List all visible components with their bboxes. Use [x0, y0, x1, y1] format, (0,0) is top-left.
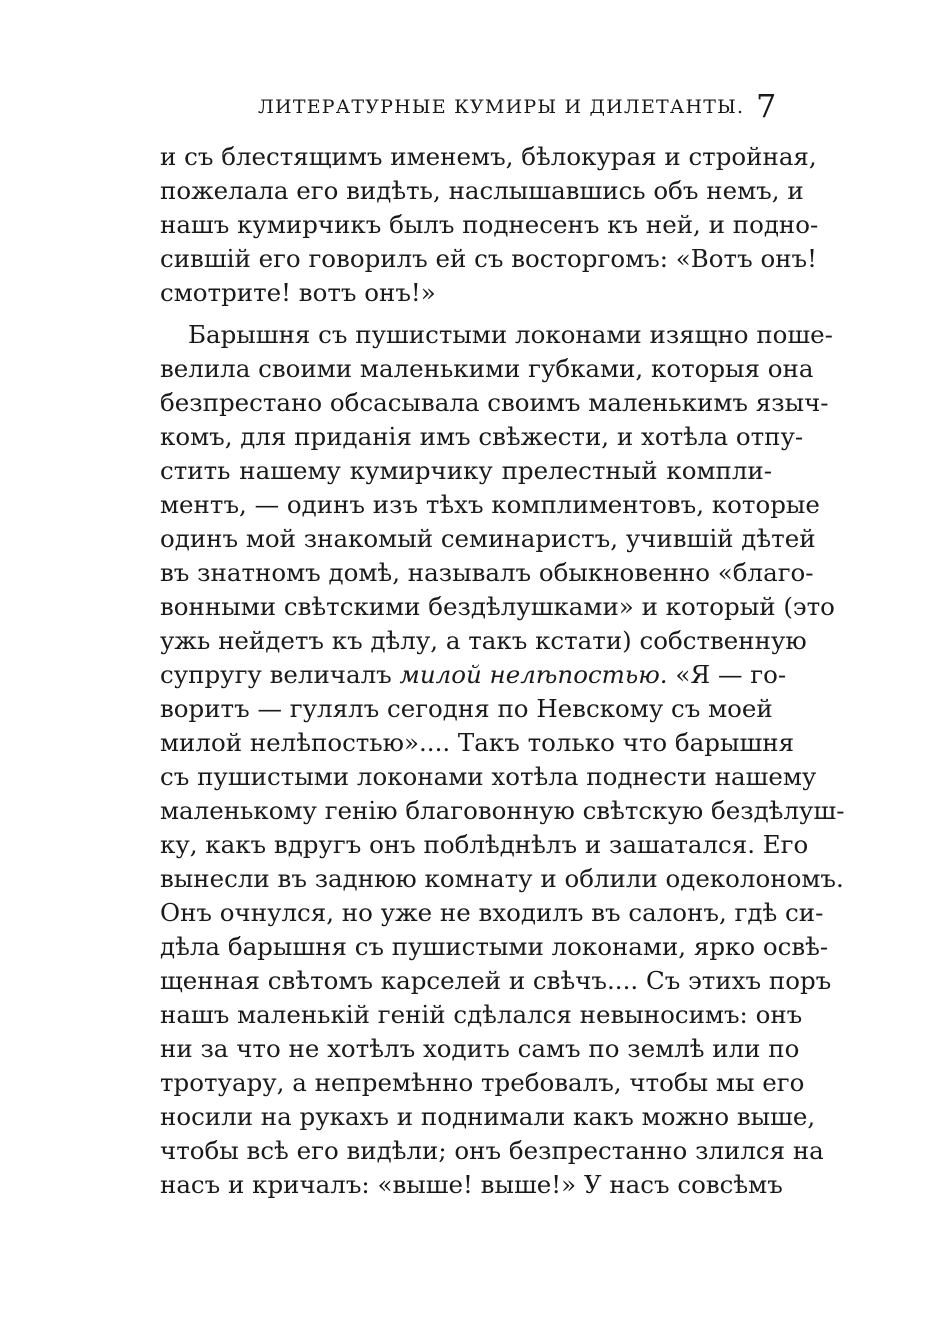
text-line: щенная свѣтомъ карселей и свѣчъ.... Съ этихъ поръ: [160, 966, 832, 995]
text-line: въ знатномъ домѣ, называлъ обыкновенно «благо-: [160, 558, 814, 587]
text-line: вонными свѣтскими бездѣлушками» и который (это: [160, 592, 835, 621]
text-line: пожелала его видѣть, наслышавшись объ немъ, и: [160, 176, 804, 205]
text-line: Онъ очнулся, но уже не входилъ въ салонъ, гдѣ си-: [160, 898, 824, 927]
text-line: дѣла барышня съ пушистыми локонами, ярко освѣ-: [160, 932, 829, 961]
text-line: безпрестано обсасывала своимъ маленькимъ языч-: [160, 388, 829, 417]
paragraph-2: [160, 318, 845, 1202]
text-line: ужь нейдетъ къ дѣлу, а такъ кстати) собственную: [160, 626, 807, 655]
text-line: милой нелѣпостью».... Такъ только что барышня: [160, 728, 795, 757]
text-line: воритъ — гулялъ сегодня по Невскому съ моей: [160, 694, 773, 723]
text-line: носили на рукахъ и поднимали какъ можно выше,: [160, 1102, 816, 1131]
text-line: маленькому генію благовонную свѣтскую бездѣлуш-: [160, 796, 845, 825]
text-line: тротуару, а непремѣнно требовалъ, чтобы мы его: [160, 1068, 805, 1097]
text-line: съ пушистыми локонами хотѣла поднести нашему: [160, 762, 817, 791]
text-line: и съ блестящимъ именемъ, бѣлокурая и стройная,: [160, 142, 817, 171]
text-line: комъ, для приданія имъ свѣжести, и хотѣла отпу-: [160, 422, 804, 451]
text-line: смотрите! вотъ онъ!»: [160, 278, 436, 307]
page-number: 7: [756, 87, 777, 125]
text-line-mixed: [160, 658, 787, 692]
italic-phrase: милой нелѣпостью.: [399, 660, 668, 689]
text-line: одинъ мой знакомый семинаристъ, учившій дѣтей: [160, 524, 816, 553]
text-line: насъ и кричалъ: «выше! выше!» У насъ совсѣмъ: [160, 1170, 783, 1199]
text-run: «Я — го-: [667, 660, 787, 689]
text-run: супругу величалъ: [160, 660, 400, 689]
text-line: ку, какъ вдругъ онъ поблѣднѣлъ и зашатался. Его: [160, 830, 809, 859]
text-line: ни за что не хотѣлъ ходить самъ по землѣ или по: [160, 1034, 800, 1063]
paragraph-1: [160, 140, 819, 310]
text-line: чтобы всѣ его видѣли; онъ безпрестанно злился на: [160, 1136, 824, 1165]
text-line: велила своими маленькими губками, которыя она: [160, 354, 814, 383]
text-line: нашъ маленькій геній сдѣлался невыносимъ: онъ: [160, 1000, 803, 1029]
text-line: нашъ кумирчикъ былъ поднесенъ къ ней, и подно-: [160, 210, 819, 239]
body-text: [160, 140, 845, 1202]
text-line: вынесли въ заднюю комнату и облили одеколономъ.: [160, 864, 844, 893]
text-line: сившій его говорилъ ей съ восторгомъ: «Вотъ онъ!: [160, 244, 817, 273]
text-line: ментъ, — одинъ изъ тѣхъ комплиментовъ, которые: [160, 490, 820, 519]
text-line: Барышня съ пушистыми локонами изящно поше-: [188, 320, 833, 349]
text-line: стить нашему кумирчику прелестный компли-: [160, 456, 772, 485]
paragraph-gap: [160, 310, 772, 318]
running-title: ЛИТЕРАТУРНЫЕ КУМИРЫ И ДИЛЕТАНТЫ.: [258, 96, 745, 118]
